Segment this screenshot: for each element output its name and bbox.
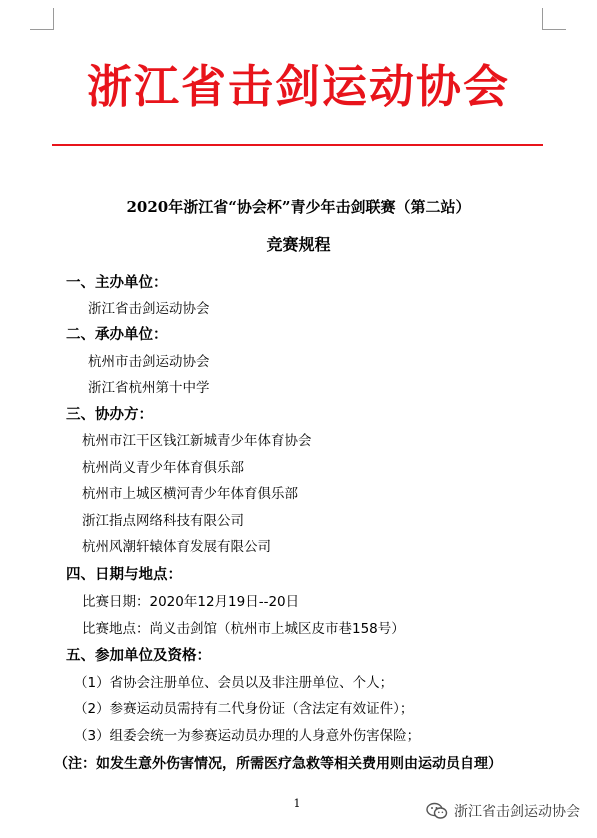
page-number: 1 [293,797,301,810]
section-item: 浙江省杭州第十中学 [88,380,210,396]
document-subtitle: 竞赛规程 [266,235,331,254]
section-item: 杭州市江干区钱江新城青少年体育协会 [82,433,312,449]
wechat-icon [426,802,448,820]
crop-mark-top-left [30,29,54,30]
wechat-watermark [426,800,580,822]
watermark-text: 浙江省击剑运动协会 [454,804,580,820]
section-heading: 二、承办单位： [66,326,168,343]
document-title: 2020年浙江省“协会杯”青少年击剑联赛（第二站） [126,198,471,216]
section-item: 比赛日期：2020年12月19日--20日 [82,594,300,610]
section-heading: 四、日期与地点： [66,566,182,583]
crop-mark-top-right [542,29,566,30]
section-item: （2）参赛运动员需持有二代身份证（含法定有效证件）； [74,701,414,717]
section-item: （3）组委会统一为参赛运动员办理的人身意外伤害保险； [74,728,421,744]
section-item: 浙江指点网络科技有限公司 [82,513,244,529]
section-item: 杭州风潮轩辕体育发展有限公司 [82,539,271,555]
crop-mark-top-left [53,8,54,30]
letterhead-org-name: 浙江省击剑运动协会 [86,60,510,113]
section-heading: 一、主办单位： [66,274,168,291]
section-item: 杭州市上城区横河青少年体育俱乐部 [82,486,298,502]
section-heading: 三、协办方： [66,406,153,423]
section-item: 比赛地点：尚义击剑馆（杭州市上城区皮市巷158号） [82,621,405,637]
section-heading: 五、参加单位及资格： [66,647,211,664]
insurance-note: （注：如发生意外伤害情况，所需医疗急救等相关费用则由运动员自理） [54,756,502,772]
section-item: 杭州市击剑运动协会 [88,354,210,370]
section-item: 杭州尚义青少年体育俱乐部 [82,460,244,476]
letterhead-divider [52,144,543,146]
section-item: （1）省协会注册单位、会员以及非注册单位、个人； [74,675,394,691]
crop-mark-top-right [542,8,543,30]
section-item: 浙江省击剑运动协会 [88,301,210,317]
